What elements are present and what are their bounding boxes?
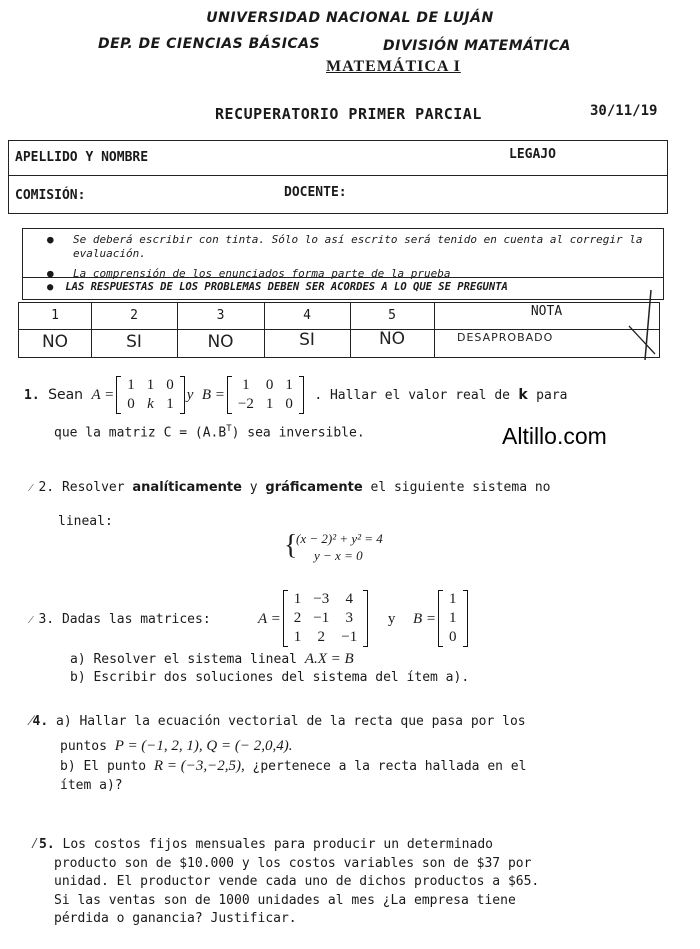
instruction-item: ● La comprensión de los enunciados forma parte de la prueba — [47, 267, 451, 280]
instruction-item: ● Se deberá escribir con tinta. Sólo lo así escrito será tenido en cuenta al corregir la evaluación. — [47, 233, 643, 260]
matrix-A-p1: 1 1 0 0 k 1 — [116, 376, 185, 414]
grade-value-3: NO — [207, 332, 234, 352]
problem-2-line2: lineal: — [58, 514, 113, 529]
nonlinear-system: { (x − 2)² + y² = 4 y − x = 0 — [284, 530, 383, 563]
department-name: DEP. DE CIENCIAS BÁSICAS — [98, 36, 321, 52]
problem-3b: b) Escribir dos soluciones del sistema del ítem a). — [70, 670, 470, 685]
university-name: UNIVERSIDAD NACIONAL DE LUJÁN — [206, 10, 494, 26]
grade-header-2: 2 — [130, 308, 138, 323]
grade-header-5: 5 — [388, 308, 396, 323]
grade-header-3: 3 — [216, 308, 225, 323]
problem-4: ⁄4. a) Hallar la ecuación vectorial de la recta que pasa por los — [30, 711, 526, 729]
problem-4b-line2: ítem a)? — [60, 778, 123, 793]
division-name: DIVISIÓN MATEMÁTICA — [383, 38, 571, 54]
problem-2: ⁄ 2. Resolver analíticamente y gráficamente el siguiente sistema no — [30, 480, 551, 495]
grade-value-4: SI — [299, 330, 315, 350]
instructions-divider — [23, 277, 663, 278]
grades-table — [18, 302, 660, 358]
grade-value-2: SI — [126, 332, 142, 352]
problem-5: ⁄5. Los costos fijos mensuales para producir un determinado producto son de $10.000 y los costos variables son de $37 por unidad. El productor vende cada uno de dichos productos a $65. Si las ventas son de 1000 unidades al mes ¿La empresa tiene pérdida o ganancia? Justificar. — [30, 834, 540, 926]
pen-stroke-mark — [615, 286, 665, 366]
student-box-divider — [9, 175, 667, 176]
problem-1-line2: que la matriz $C = (A.B^T)$ sea inversible. — [54, 424, 365, 441]
grade-header-nota: NOTA — [530, 304, 563, 319]
problem-4a-line2: puntos P = (−1, 2, 1), Q = (− 2,0,4). — [60, 738, 293, 754]
problem-3: ⁄ 3. Dadas las matrices: — [30, 612, 211, 627]
grade-header-4: 4 — [303, 308, 311, 323]
student-info-box — [8, 140, 668, 214]
grade-header-1: 1 — [51, 308, 59, 323]
docente-label: DOCENTE: — [284, 185, 347, 200]
problem-3-matrices: A = 1 −3 4 2 −1 3 1 2 −1 y B = 1 1 0 — [258, 590, 470, 647]
instruction-item-emphasis: ● LAS RESPUESTAS DE LOS PROBLEMAS DEBEN SER ACORDES A LO QUE SE PREGUNTA — [47, 281, 508, 293]
comision-label: COMISIÓN: — [15, 188, 86, 203]
grade-value-5: NO — [378, 329, 406, 349]
course-name: MATEMÁTICA I — [326, 58, 461, 75]
legajo-label: LEGAJO — [509, 147, 556, 162]
problem-4b: b) El punto R = (−3,−2,5), ¿pertenece a la recta hallada en el — [60, 758, 527, 774]
exam-date: 30/11/19 — [590, 103, 658, 119]
problem-1: 1. Sean A = 1 1 0 0 k 1 y B = 1 0 1 −2 1 0 . Hallar el valor real de k para — [24, 377, 568, 412]
grade-value-1: NO — [41, 332, 69, 352]
problem-3a: a) Resolver el sistema lineal A.X = B — [70, 651, 354, 667]
matrix-B-p1: 1 0 1 −2 1 0 — [227, 376, 304, 414]
name-label: APELLIDO Y NOMBRE — [15, 150, 149, 165]
matrix-B-p3: 1 1 0 — [438, 590, 468, 647]
exam-title: RECUPERATORIO PRIMER PARCIAL — [215, 105, 482, 123]
grade-value-nota: DESAPROBADO — [457, 331, 554, 344]
instructions-box — [22, 228, 664, 300]
altillo-watermark: Altillo.com — [502, 423, 607, 449]
matrix-A-p3: 1 −3 4 2 −1 3 1 2 −1 — [283, 590, 368, 647]
